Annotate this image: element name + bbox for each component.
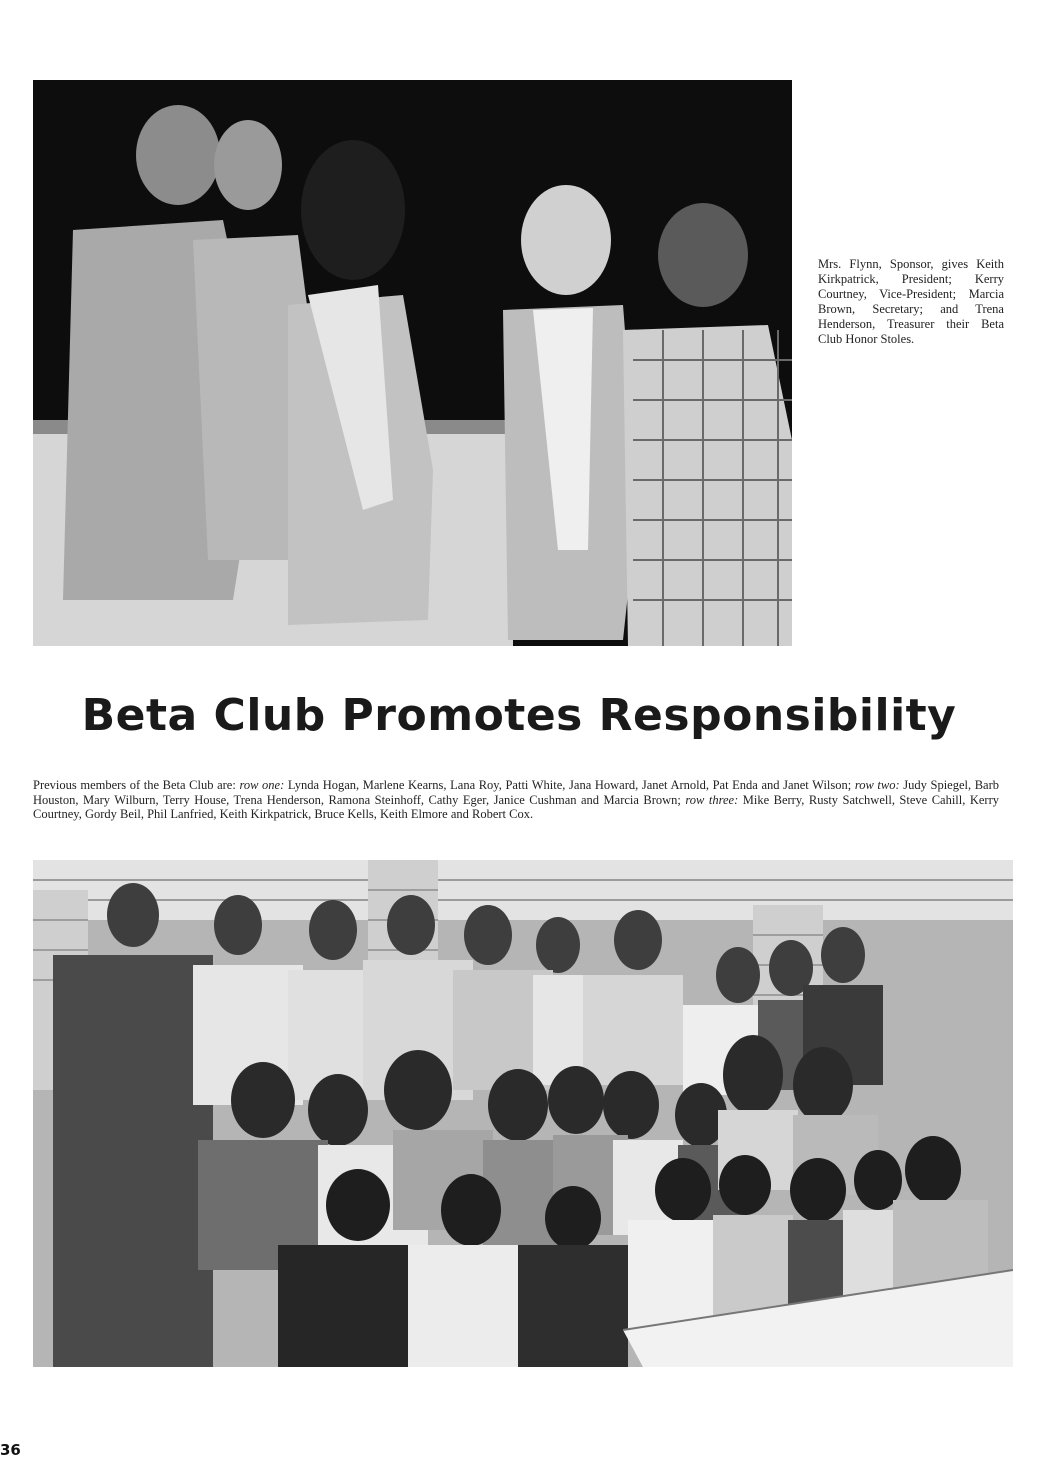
row-one-label: row one: [239,778,285,792]
page-number: 36 [0,1441,21,1459]
row-three-names: Mike Berry, Rusty Satchwell, Steve Cahill, Kerry Courtney, Gordy Beil, Phil Lanfried, Keith Kirkpatrick, Bruce Kells, Keith Elmore and Robert Cox. [33,792,1000,821]
group-photo-caption [33,778,999,822]
row-two-label: row two: [854,778,900,792]
row-one-names: Lynda Hogan, Marlene Kearns, Lana Roy, Patti White, Jana Howard, Janet Arnold, Pat Enda and Janet Wilson; [284,778,855,792]
top-photo-illustration [33,80,792,646]
page-headline: Beta Club Promotes Responsibility [81,690,957,741]
row-two-names: Judy Spiegel, Barb Houston, Mary Wilburn, Terry House, Trena Henderson, Ramona Steinhoff, Cathy Eger, Janice Cushman and Marcia Brown; [33,778,1000,807]
caption-intro: Previous members of the Beta Club are: [33,778,240,792]
group-photo-illustration [33,860,1013,1367]
group-photo [33,860,1013,1367]
top-photo [33,80,792,646]
top-photo-caption: Mrs. Flynn, Sponsor, gives Keith Kirkpatrick, President; Kerry Courtney, Vice-President; Marcia Brown, Secretary; and Trena Henderson, Treasurer their Beta Club Honor Stoles. [818,257,1004,346]
row-three-label: row three: [685,792,739,807]
